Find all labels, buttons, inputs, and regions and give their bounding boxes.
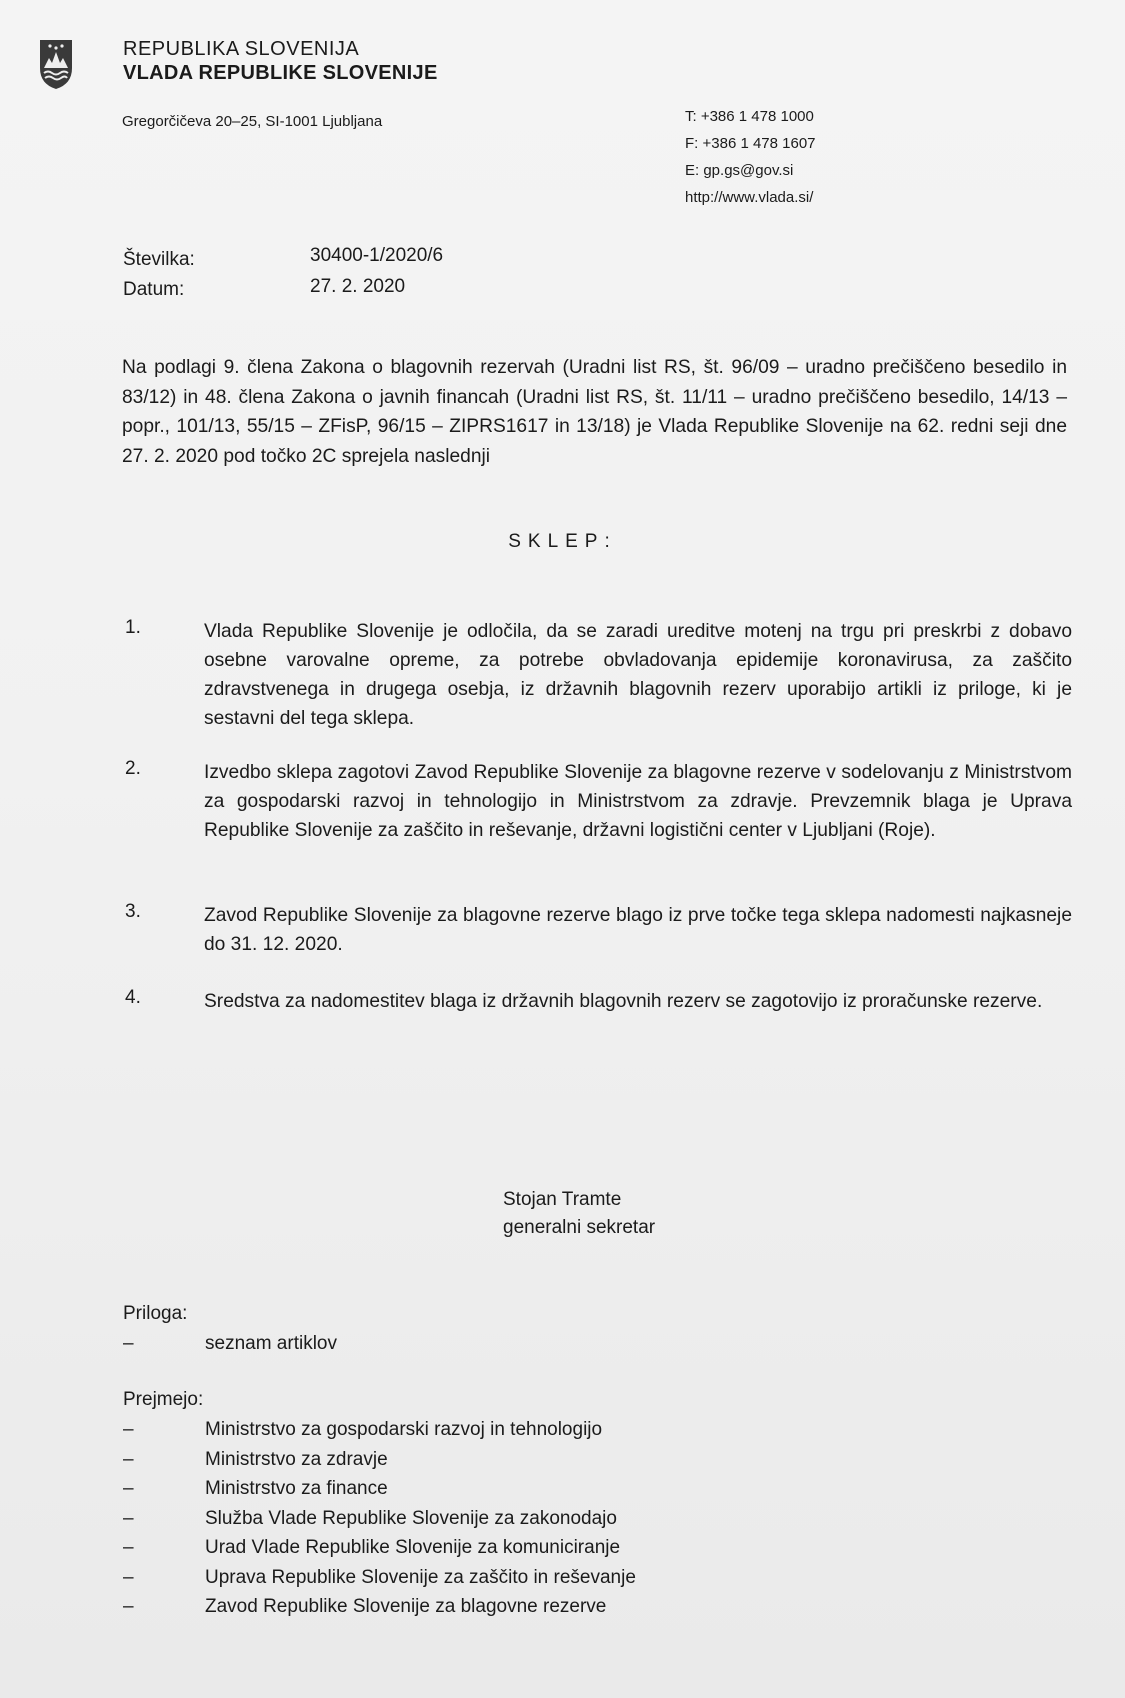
number-label: Številka: [123,249,195,270]
dash-bullet: – [123,1537,134,1558]
item-number: 2. [125,758,141,779]
list-item [123,1474,636,1504]
contact-fax: F: +386 1 478 1607 [685,135,816,152]
item-number: 4. [125,987,141,1008]
signatory-title: generalni sekretar [503,1217,656,1238]
list-item [123,1563,636,1593]
coat-of-arms-icon [38,38,74,90]
list-item [123,1592,636,1622]
item-text: Vlada Republike Slovenije je odločila, da se zaradi ureditve motenj na trgu pri preskrbi z dobavo osebne varovalne opreme, za potrebe obvladovanja epidemije koronavirusa, za zaščito zdravstvenega in drugega osebja, iz državnih blagovnih rezerv uporabijo artikli iz priloge, ki je sestavni del tega sklepa. [204,621,1072,729]
header-address: Gregorčičeva 20–25, SI-1001 Ljubljana [122,113,383,130]
list-item [123,1329,337,1359]
item-text: Sredstva za nadomestitev blaga iz državnih blagovnih rezerv se zagotovijo iz proračunske rezerve. [204,991,1043,1012]
header-government: VLADA REPUBLIKE SLOVENIJE [123,62,438,84]
recipients-list [123,1415,636,1622]
recipient-item: Služba Vlade Republike Slovenije za zakonodajo [205,1507,617,1529]
item-number: 3. [125,901,141,922]
dash-bullet: – [123,1507,134,1529]
header-country: REPUBLIKA SLOVENIJA [123,38,360,60]
recipients-label: Prejmejo: [123,1389,204,1410]
dash-bullet: – [123,1478,134,1499]
recipient-item: Urad Vlade Republike Slovenije za komuniciranje [205,1537,621,1558]
item-text: Zavod Republike Slovenije za blagovne rezerve blago iz prve točke tega sklepa nadomesti najkasneje do 31. 12. 2020. [204,905,1072,955]
list-item [123,1415,636,1445]
list-item [123,1533,636,1563]
recipient-item: Ministrstvo za zdravje [205,1448,388,1470]
signatory-name: Stojan Tramte [503,1189,622,1210]
number-value: 30400-1/2020/6 [310,245,444,266]
dash-bullet: – [123,1596,134,1617]
recipient-item: Ministrstvo za finance [205,1478,388,1499]
signature-block [503,1186,655,1242]
attachment-label: Priloga: [123,1303,188,1324]
recipient-item: Ministrstvo za gospodarski razvoj in tehnologijo [205,1419,603,1440]
dash-bullet: – [123,1333,134,1354]
header-contacts [685,103,816,211]
item-text: Izvedbo sklepa zagotovi Zavod Republike Slovenije za blagovne rezerve v sodelovanju z Ministrstvom za gospodarski razvoj in tehnologijo in Ministrstvom za zdravje. Prevzemnik blaga je Uprava Republike Slovenije za zaščito in reševanje, državni logistični center v Ljubljani (Roje). [204,762,1072,841]
date-value: 27. 2. 2020 [310,276,406,297]
date-label: Datum: [123,279,185,300]
contact-email: E: gp.gs@gov.si [685,162,794,179]
attachment-list [123,1329,337,1359]
recipient-item: Uprava Republike Slovenije za zaščito in reševanje [205,1566,636,1588]
item-number: 1. [125,617,141,638]
list-item [123,1445,636,1475]
contact-phone: T: +386 1 478 1000 [685,108,814,125]
contact-web: http://www.vlada.si/ [685,189,814,206]
decision-heading: SKLEP: [508,531,617,552]
attachment-item: seznam artiklov [205,1333,337,1354]
intro-paragraph: Na podlagi 9. člena Zakona o blagovnih rezervah (Uradni list RS, št. 96/09 – uradno prečiščeno besedilo in 83/12) in 48. člena Zakona o javnih financah (Uradni list RS, št. 11/11 – uradno prečiščeno besedilo, 14/13 – popr., 101/13, 55/15 – ZFisP, 96/15 – ZIPRS1617 in 13/18) je Vlada Republike Slovenije na 62. redni seji dne 27. 2. 2020 pod točko 2C sprejela naslednji [122,357,1067,467]
list-item [123,1504,636,1534]
recipient-item: Zavod Republike Slovenije za blagovne rezerve [205,1596,607,1617]
dash-bullet: – [123,1419,134,1440]
dash-bullet: – [123,1448,134,1470]
dash-bullet: – [123,1566,134,1588]
